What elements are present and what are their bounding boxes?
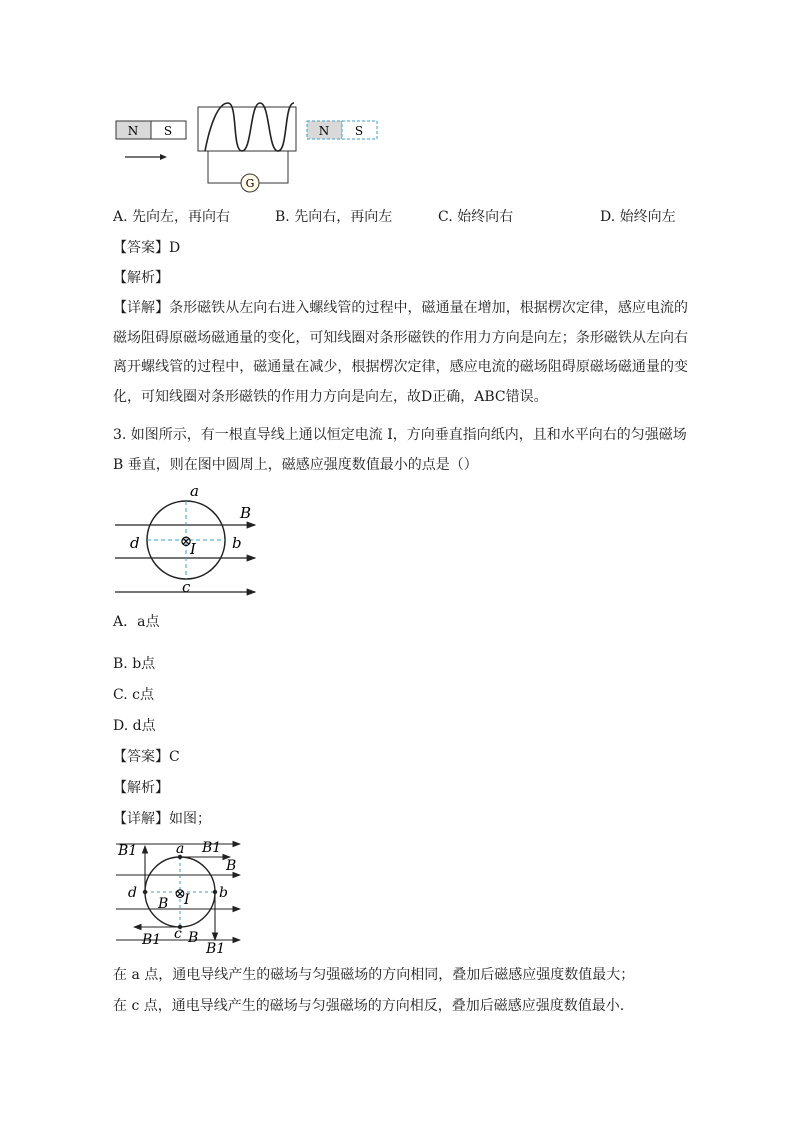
q3-option-b: B. b点 [113, 656, 156, 672]
svg-text:B: B [226, 858, 237, 874]
svg-text:b: b [232, 534, 242, 552]
magnet-right-s-label: S [354, 124, 364, 138]
q3-analysis-tag: 【解析】 [113, 780, 169, 796]
solenoid-figure [110, 95, 390, 195]
svg-text:B: B [158, 896, 169, 912]
q2-option-b: B. 先向右，再向左 [275, 209, 393, 225]
svg-text:c: c [182, 578, 191, 596]
svg-text:B: B [188, 930, 199, 946]
q3-detail-intro: 【详解】如图； [113, 811, 211, 827]
current-into-page-icon: ⊗ [179, 532, 193, 550]
svg-text:d: d [130, 534, 140, 552]
q3-option-a: A．a点 [113, 614, 160, 630]
q2-option-a: A. 先向左，再向右 [113, 209, 231, 225]
svg-text:B1: B1 [142, 932, 162, 948]
svg-text:I: I [190, 540, 196, 558]
svg-text:a: a [190, 482, 199, 500]
superposition-figure [112, 832, 252, 957]
q3-conclusion-2: 在 c 点，通电导线产生的磁场与匀强磁场的方向相反，叠加后磁感应强度数值最小. [113, 998, 625, 1014]
svg-text:b: b [219, 885, 228, 901]
magnet-left-s-label: S [163, 124, 173, 138]
magnet-right-n-label: N [318, 124, 330, 138]
svg-text:d: d [128, 885, 137, 901]
field-circle-figure [110, 482, 270, 600]
q2-analysis-tag: 【解析】 [113, 270, 169, 286]
svg-text:B1: B1 [118, 843, 138, 859]
q3-answer: 【答案】C [113, 749, 180, 765]
motion-arrow [160, 154, 167, 160]
svg-text:⊗: ⊗ [174, 886, 186, 902]
svg-text:B1: B1 [202, 840, 222, 856]
q2-option-c: C. 始终向右 [438, 209, 514, 225]
q3-conclusion-1: 在 a 点，通电导线产生的磁场与匀强磁场的方向相同，叠加后磁感应强度数值最大； [113, 967, 635, 983]
svg-text:B1: B1 [206, 941, 226, 957]
q2-detail: 【详解】条形磁铁从左向右进入螺线管的过程中，磁通量在增加，根据楞次定律，感应电流的磁场阻碍原磁场磁通量的变化，可知线圈对条形磁铁的作用力方向是向左；条形磁铁从左向右离开螺线管的过程中，磁通量在减少，根据楞次定律，感应电流的磁场阻碍原磁场磁通量的变化，可知线圈对条形磁铁的作用力方向是向左，故D正确，ABC错误。 [113, 300, 689, 405]
q3-option-d: D. d点 [113, 718, 156, 734]
magnet-left-n-label: N [127, 124, 139, 138]
galvanometer-label: G [245, 177, 255, 190]
svg-text:c: c [174, 926, 182, 942]
svg-text:a: a [176, 841, 185, 857]
svg-text:B: B [240, 504, 252, 522]
q3-stem-line1: 3. 如图所示，有一根直导线上通以恒定电流 I，方向垂直指向纸内，且和水平向右的匀强磁场 [113, 427, 687, 443]
svg-text:I: I [184, 892, 190, 908]
q3-option-c: C. c点 [113, 687, 154, 703]
q3-stem-line2: B 垂直，则在图中圆周上，磁感应强度数值最小的点是（） [113, 457, 478, 473]
q2-option-d: D. 始终向左 [600, 209, 676, 225]
q2-answer: 【答案】D [113, 240, 181, 256]
